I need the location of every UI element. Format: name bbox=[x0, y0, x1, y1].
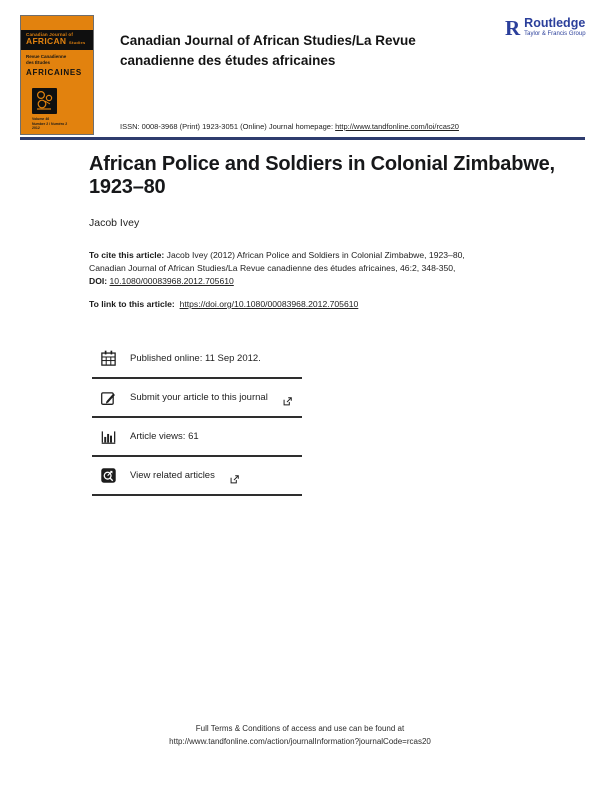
author-name: Jacob Ivey bbox=[89, 217, 140, 229]
journal-homepage-link[interactable]: http://www.tandfonline.com/loi/rcas20 bbox=[335, 122, 459, 131]
routledge-logo bbox=[505, 17, 586, 39]
taylor-francis-group-text: Taylor & Francis Group bbox=[524, 31, 586, 37]
submit-article-link-text: Submit your article to this journal bbox=[130, 392, 268, 403]
citation-line1 bbox=[89, 249, 574, 262]
view-related-link-text: View related articles bbox=[130, 470, 215, 481]
citation-block bbox=[89, 249, 574, 288]
header-divider-rule bbox=[20, 137, 585, 140]
external-link-icon bbox=[230, 471, 239, 480]
routledge-name: Routledge bbox=[524, 16, 586, 30]
action-row-view-related[interactable] bbox=[92, 457, 302, 496]
cover-african-text: AFRICAN bbox=[26, 36, 67, 46]
cover-revue-line1: Revue Canadienne bbox=[26, 54, 67, 59]
cover-revue-line2: des Études bbox=[26, 60, 51, 65]
cover-title-big bbox=[26, 37, 93, 47]
article-title bbox=[89, 153, 555, 199]
cover-year-line: 2012 bbox=[32, 126, 40, 131]
action-row-submit-article[interactable] bbox=[92, 379, 302, 418]
action-row-published-online bbox=[92, 340, 302, 379]
cover-number-line: Number 2 / Numéro 2 bbox=[32, 121, 68, 126]
routledge-mark-icon: R bbox=[505, 16, 521, 40]
cite-text-1: Jacob Ivey (2012) African Police and Soldiers in Colonial Zimbabwe, 1923–80, bbox=[164, 250, 465, 260]
cover-volume-info bbox=[32, 117, 67, 131]
doi-link[interactable]: 10.1080/00083968.2012.705610 bbox=[109, 276, 234, 286]
external-link-icon bbox=[283, 393, 292, 402]
cite-label: To cite this article: bbox=[89, 250, 165, 260]
cover-title-small: Canadian Journal of bbox=[26, 32, 74, 37]
article-doi-url-link[interactable]: https://doi.org/10.1080/00083968.2012.705610 bbox=[179, 299, 359, 309]
cover-africaines-text: AFRICAINES bbox=[26, 68, 82, 77]
article-views-text: Article views: 61 bbox=[130, 431, 199, 442]
journal-cover-thumbnail bbox=[20, 15, 94, 135]
link-to-article-line bbox=[89, 299, 358, 309]
action-row-article-views bbox=[92, 418, 302, 457]
article-title-line2: 1923–80 bbox=[89, 176, 166, 198]
footer-terms bbox=[0, 723, 600, 748]
published-online-text: Published online: 11 Sep 2012. bbox=[130, 353, 261, 364]
routledge-wordmark bbox=[524, 17, 585, 37]
footer-terms-url[interactable]: http://www.tandfonline.com/action/journalInformation?journalCode=rcas20 bbox=[169, 736, 431, 746]
cover-title-band bbox=[21, 30, 93, 50]
cover-illustration bbox=[32, 88, 57, 114]
calendar-icon bbox=[100, 350, 117, 367]
journal-title bbox=[120, 31, 490, 71]
cover-volume-line: Volume 46 bbox=[32, 117, 50, 121]
article-title-line1: African Police and Soldiers in Colonial Zimbabwe, bbox=[89, 153, 555, 175]
related-articles-icon bbox=[100, 467, 117, 484]
journal-title-line1: Canadian Journal of African Studies/La Revue bbox=[120, 33, 416, 48]
citation-line3 bbox=[89, 275, 574, 288]
issn-line bbox=[120, 122, 459, 131]
bar-chart-icon bbox=[100, 428, 117, 445]
citation-line2: Canadian Journal of African Studies/La Revue canadienne des études africaines, 46:2, 348-350, bbox=[89, 263, 456, 273]
doi-label: DOI: bbox=[89, 276, 108, 286]
cover-illustration-art bbox=[32, 88, 57, 114]
submit-icon bbox=[100, 389, 117, 406]
issn-text: ISSN: 0008-3968 (Print) 1923-3051 (Online) Journal homepage: bbox=[120, 122, 334, 131]
footer-terms-text: Full Terms & Conditions of access and use can be found at bbox=[195, 724, 405, 733]
tolink-label: To link to this article: bbox=[89, 299, 175, 309]
cover-studies-text: Studies bbox=[69, 40, 86, 45]
journal-title-line2: canadienne des études africaines bbox=[120, 53, 336, 68]
article-actions bbox=[92, 340, 302, 496]
